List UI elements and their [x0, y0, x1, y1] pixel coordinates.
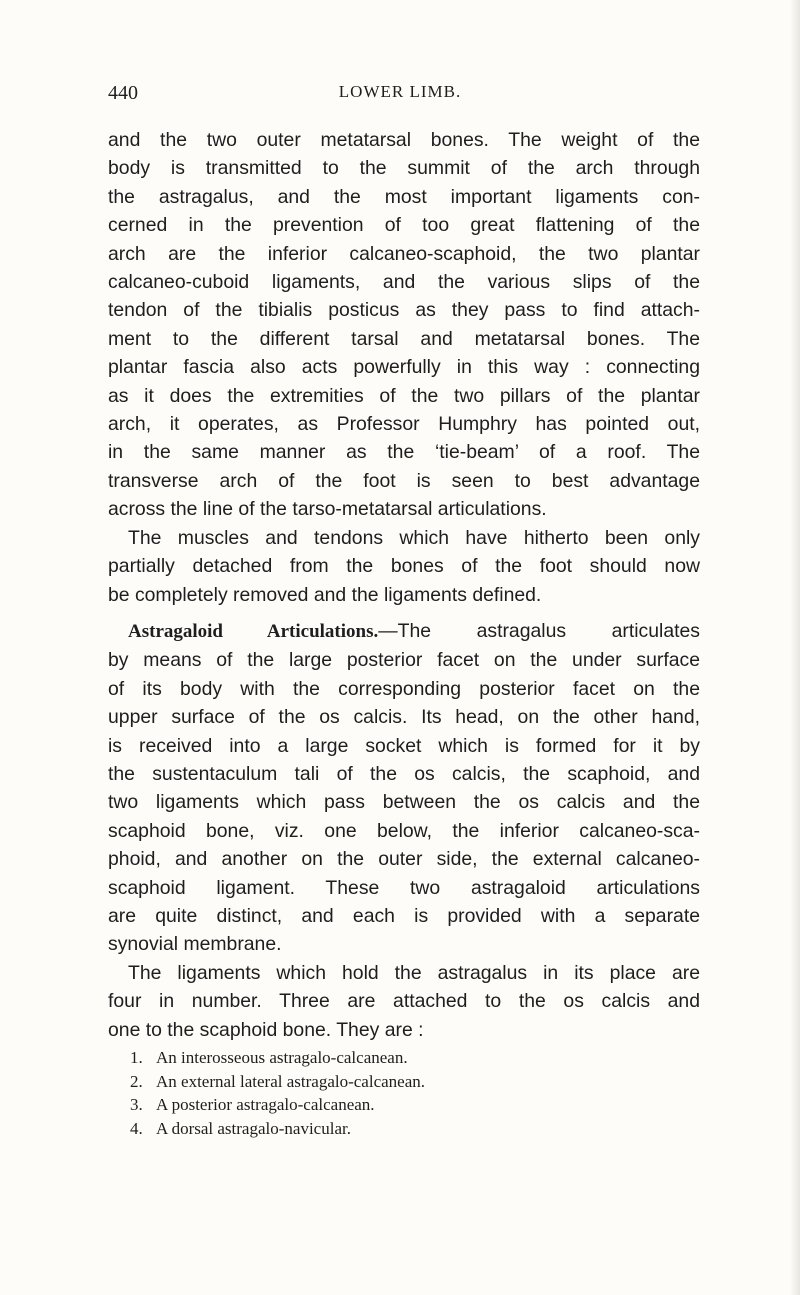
list-number: 3. [130, 1095, 143, 1114]
list-text: A posterior astragalo-calcanean. [156, 1095, 375, 1114]
ligament-list [130, 1046, 425, 1140]
text-line: scaphoid ligament. These two astragaloid articulations [108, 876, 700, 899]
text-line: in the same manner as the ‘tie-beam’ of a roof. The [108, 441, 700, 464]
text-line: synovial membrane. [108, 933, 282, 956]
text-line: cerned in the prevention of too great flattening of the [108, 214, 700, 237]
text-line: of its body with the corresponding posterior facet on the [108, 677, 700, 700]
text-line: upper surface of the os calcis. Its head, on the other hand, [108, 706, 700, 729]
text-line: The muscles and tendons which have hitherto been only [128, 526, 700, 549]
list-number: 4. [130, 1118, 143, 1138]
text-line: The ligaments which hold the astragalus in its place are [128, 961, 700, 984]
text-line: the sustentaculum tali of the os calcis, the scaphoid, and [108, 762, 700, 785]
list-number: 1. [130, 1048, 143, 1067]
text-line: arch, it operates, as Professor Humphry has pointed out, [108, 413, 700, 436]
section-first-line [108, 617, 700, 646]
text-line: calcaneo-cuboid ligaments, and the various slips of the [108, 271, 700, 294]
list-item [130, 1046, 425, 1070]
list-text: A dorsal astragalo-navicular. [156, 1118, 351, 1138]
page-header [108, 82, 692, 112]
text-line: the astragalus, and the most important ligaments con- [108, 185, 700, 208]
list-item [130, 1070, 425, 1094]
list-text: An interosseous astragalo-calcanean. [156, 1048, 408, 1067]
page-number: 440 [108, 82, 138, 104]
text-line: is received into a large socket which is formed for it by [108, 734, 700, 757]
text-line: arch are the inferior calcaneo-scaphoid, the two plantar [108, 242, 700, 265]
text-line: by means of the large posterior facet on the under surface [108, 649, 700, 672]
text-line: two ligaments which pass between the os calcis and the [108, 791, 700, 814]
list-item [130, 1093, 425, 1117]
text-line: four in number. Three are attached to the os calcis and [108, 990, 700, 1013]
list-number: 2. [130, 1071, 143, 1091]
list-item [130, 1117, 425, 1141]
text-line: tendon of the tibialis posticus as they pass to find attach- [108, 299, 700, 322]
text-line: one to the scaphoid bone. They are : [108, 1018, 424, 1041]
text-line: partially detached from the bones of the foot should now [108, 555, 700, 578]
text-line: phoid, and another on the outer side, the external calcaneo- [108, 848, 700, 871]
body-text [108, 126, 700, 1044]
text-line: across the line of the tarso-metatarsal articulations. [108, 498, 547, 521]
page-edge [790, 0, 800, 1295]
text-line: as it does the extremities of the two pillars of the plantar [108, 384, 700, 407]
text-line: transverse arch of the foot is seen to best advantage [108, 469, 700, 492]
text-fragment: —The astragalus articulates [378, 619, 700, 642]
text-line: plantar fascia also acts powerfully in this way : connecting [108, 356, 700, 379]
text-line: are quite distinct, and each is provided with a separate [108, 904, 700, 927]
text-line: body is transmitted to the summit of the arch through [108, 157, 700, 180]
running-head: LOWER LIMB. [338, 82, 462, 101]
text-line: and the two outer metatarsal bones. The weight of the [108, 129, 700, 151]
text-line: scaphoid bone, viz. one below, the inferior calcaneo-sca- [108, 819, 700, 842]
section-heading: Astragaloid Articulations. [128, 620, 379, 642]
text-line: be completely removed and the ligaments defined. [108, 583, 542, 606]
text-line: ment to the different tarsal and metatarsal bones. The [108, 327, 700, 350]
list-text: An external lateral astragalo-calcanean. [156, 1071, 426, 1091]
